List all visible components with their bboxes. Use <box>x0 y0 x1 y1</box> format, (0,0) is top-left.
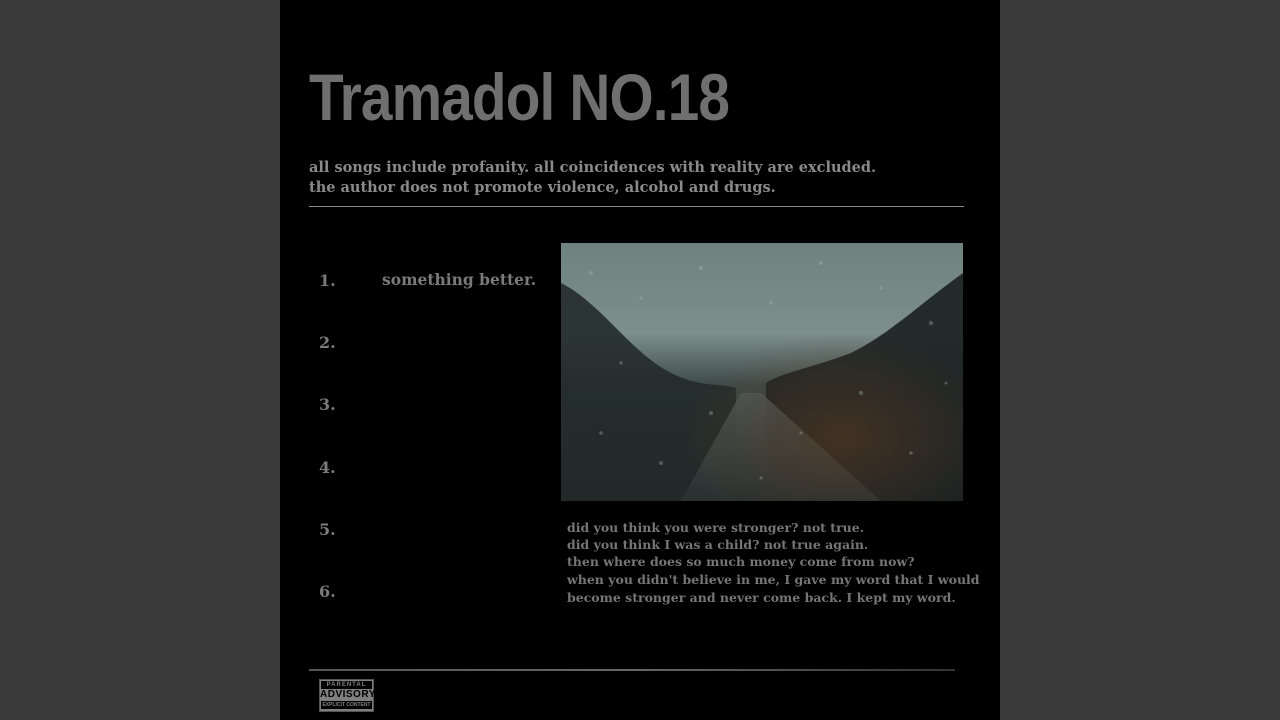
bottom-divider <box>309 669 955 671</box>
lyric-line: when you didn't believe in me, I gave my word that I would <box>567 572 980 587</box>
parental-advisory-logo <box>319 679 374 712</box>
advisory-top-text: PARENTAL <box>321 681 372 689</box>
track-number: 6. <box>319 582 336 601</box>
lyric-line: become stronger and never come back. I kept my word. <box>567 590 956 605</box>
album-cover <box>280 0 1000 720</box>
track-number: 1. <box>319 271 336 290</box>
lyric-line: did you think you were stronger? not true. <box>567 520 865 535</box>
rainy-road-photo <box>561 243 963 501</box>
disclaimer-line: the author does not promote violence, alcohol and drugs. <box>309 179 776 196</box>
lyric-line: then where does so much money come from now? <box>567 554 915 569</box>
disclaimer-line: all songs include profanity. all coincidences with reality are excluded. <box>309 159 877 176</box>
album-title: Tramadol NO.18 <box>309 60 730 134</box>
lyric-line: did you think I was a child? not true again. <box>567 537 869 552</box>
track-number: 5. <box>319 520 336 539</box>
track-title: something better. <box>382 270 537 289</box>
track-number: 4. <box>319 458 336 477</box>
track-number: 3. <box>319 395 336 414</box>
advisory-bottom-text: EXPLICIT CONTENT <box>322 702 371 708</box>
advisory-middle-text: ADVISORY <box>320 689 376 700</box>
top-divider <box>309 206 964 207</box>
track-number: 2. <box>319 333 336 352</box>
